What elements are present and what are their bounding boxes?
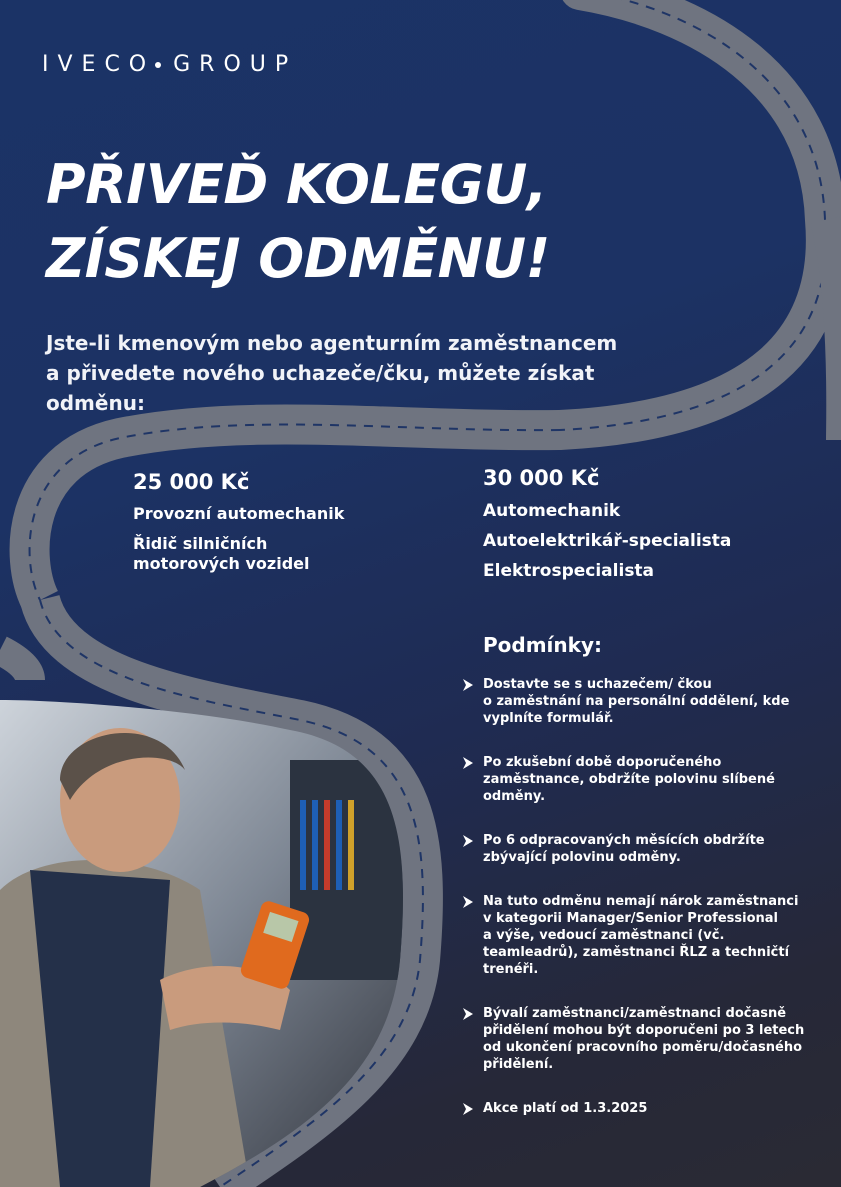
arrow-right-icon (462, 1102, 474, 1116)
intro-line-1: Jste-li kmenovým nebo agenturním zaměstnancem (46, 331, 618, 355)
condition-line: přidělení mohou být doporučeni po 3 letech (483, 1023, 805, 1038)
condition-line: Na tuto odměnu nemají nárok zaměstnanci (483, 894, 799, 909)
conditions-title: Podmínky: (483, 633, 602, 657)
mechanic-photo (0, 690, 430, 1187)
condition-line: o zaměstnání na personální oddělení, kde (483, 694, 790, 709)
headline-line-2: ZÍSKEJ ODMĚNU! (46, 227, 550, 290)
condition-line: teamleadrů), zaměstnanci ŘLZ a techničtí (483, 945, 790, 960)
condition-line: Po zkušební době doporučeného (483, 755, 722, 770)
arrow-right-icon (462, 1007, 474, 1021)
condition-line: Po 6 odpracovaných měsících obdržíte (483, 833, 765, 848)
reward-amount: 30 000 Kč (483, 466, 600, 490)
reward-position: Automechanik (483, 501, 621, 521)
reward-position: Autoelektrikář-specialista (483, 531, 732, 551)
condition-item (460, 754, 830, 805)
condition-item (460, 1005, 830, 1073)
reward-position: motorových vozidel (133, 554, 310, 573)
condition-line: od ukončení pracovního poměru/dočasného (483, 1040, 803, 1055)
reward-30000 (483, 464, 731, 590)
condition-line: trenéři. (483, 962, 539, 977)
arrow-right-icon (462, 895, 474, 909)
condition-line: zaměstnance, obdržíte polovinu slíbené (483, 772, 775, 787)
condition-line: odměny. (483, 789, 546, 804)
conditions-list (460, 676, 830, 1117)
condition-item (460, 893, 830, 978)
reward-position: Provozní automechanik (133, 504, 345, 523)
logo-text-left: IVECO (42, 52, 156, 77)
condition-line: přidělení. (483, 1057, 554, 1072)
intro-text (46, 328, 646, 418)
condition-item (460, 676, 830, 727)
arrow-right-icon (462, 678, 474, 692)
condition-line: a výše, vedoucí zaměstnanci (vč. (483, 928, 725, 943)
condition-line: Akce platí od 1.3.2025 (483, 1101, 648, 1116)
condition-line: Bývalí zaměstnanci/zaměstnanci dočasně (483, 1006, 787, 1021)
reward-amount: 25 000 Kč (133, 470, 250, 494)
intro-line-3: odměnu: (46, 391, 145, 415)
condition-item (460, 832, 830, 866)
condition-line: Dostavte se s uchazečem/ čkou (483, 677, 712, 692)
condition-line: v kategorii Manager/Senior Professional (483, 911, 779, 926)
condition-line: zbývající polovinu odměny. (483, 850, 681, 865)
reward-25000 (133, 468, 344, 574)
arrow-right-icon (462, 756, 474, 770)
arrow-right-icon (462, 834, 474, 848)
condition-line: vyplníte formulář. (483, 711, 614, 726)
logo-text-right: GROUP (173, 52, 298, 77)
reward-position: Řidič silničních (133, 534, 268, 553)
reward-position: Elektrospecialista (483, 561, 655, 581)
logo-dot-icon (155, 62, 161, 68)
headline-line-1: PŘIVEĎ KOLEGU, (46, 153, 547, 216)
iveco-group-logo (42, 52, 297, 77)
intro-line-2: a přivedete nového uchazeče/čku, můžete získat (46, 361, 595, 385)
condition-item (460, 1100, 830, 1117)
headline (46, 148, 550, 296)
